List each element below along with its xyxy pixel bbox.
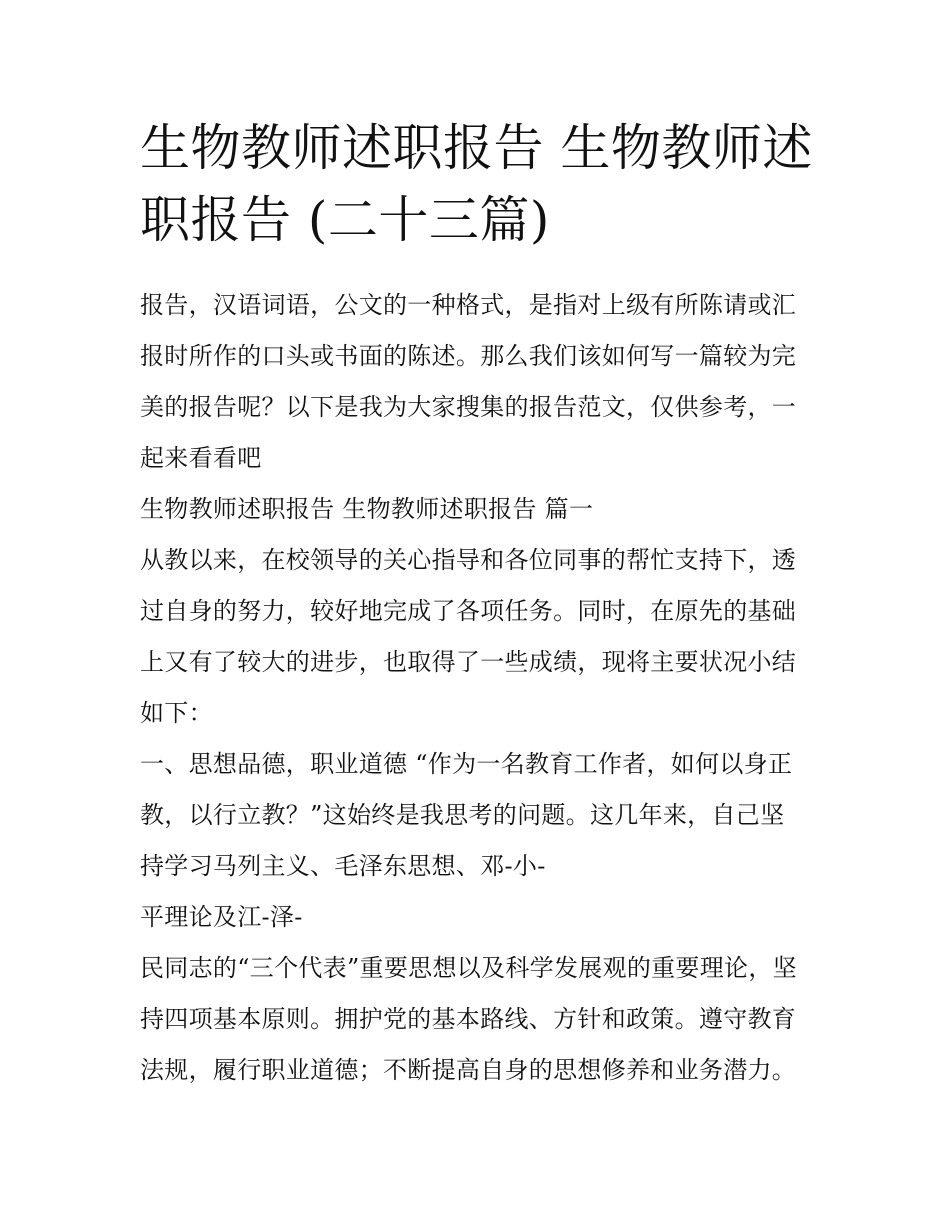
paragraph-2-line-7: 法规，履行职业道德；不断提高自身的思想修养和业务潜力。: [140, 1056, 797, 1084]
paragraph-1-line-4: 如下：: [140, 699, 213, 727]
paragraph-2-line-6: 持四项基本原则。拥护党的基本路线、方针和政策。遵守教育: [140, 1005, 797, 1033]
paragraph-1-line-1: 从教以来，在校领导的关心指导和各位同事的帮忙支持下，透: [140, 546, 797, 574]
title-line-1: 生物教师述职报告 生物教师述: [140, 119, 813, 177]
page-title: [140, 112, 820, 256]
document-body: [140, 280, 820, 1096]
intro-line-4: 起来看看吧: [140, 444, 262, 472]
paragraph-2-line-4: 平理论及江-泽-: [140, 903, 303, 931]
paragraph-2-line-5: 民同志的“三个代表”重要思想以及科学发展观的重要理论，坚: [140, 954, 797, 982]
intro-line-1: 报告，汉语词语，公文的一种格式，是指对上级有所陈请或汇: [140, 291, 797, 319]
paragraph-2-line-2: 教，以行立教？”这始终是我思考的问题。这几年来，自己坚: [140, 801, 785, 829]
paragraph-1-line-3: 上又有了较大的进步，也取得了一些成绩，现将主要状况小结: [140, 648, 797, 676]
paragraph-1-line-2: 过自身的努力，较好地完成了各项任务。同时，在原先的基础: [140, 597, 797, 625]
paragraph-2-line-3: 持学习马列主义、毛泽东思想、邓-小-: [140, 852, 546, 880]
intro-line-3: 美的报告呢？以下是我为大家搜集的报告范文，仅供参考，一: [140, 393, 797, 421]
intro-line-2: 报时所作的口头或书面的陈述。那么我们该如何写一篇较为完: [140, 342, 797, 370]
section-heading: 生物教师述职报告 生物教师述职报告 篇一: [140, 495, 594, 523]
title-line-2: 职报告 (二十三篇): [140, 191, 550, 249]
paragraph-2-line-1: 一、思想品德，职业道德 “作为一名教育工作者，如何以身正: [140, 750, 793, 778]
